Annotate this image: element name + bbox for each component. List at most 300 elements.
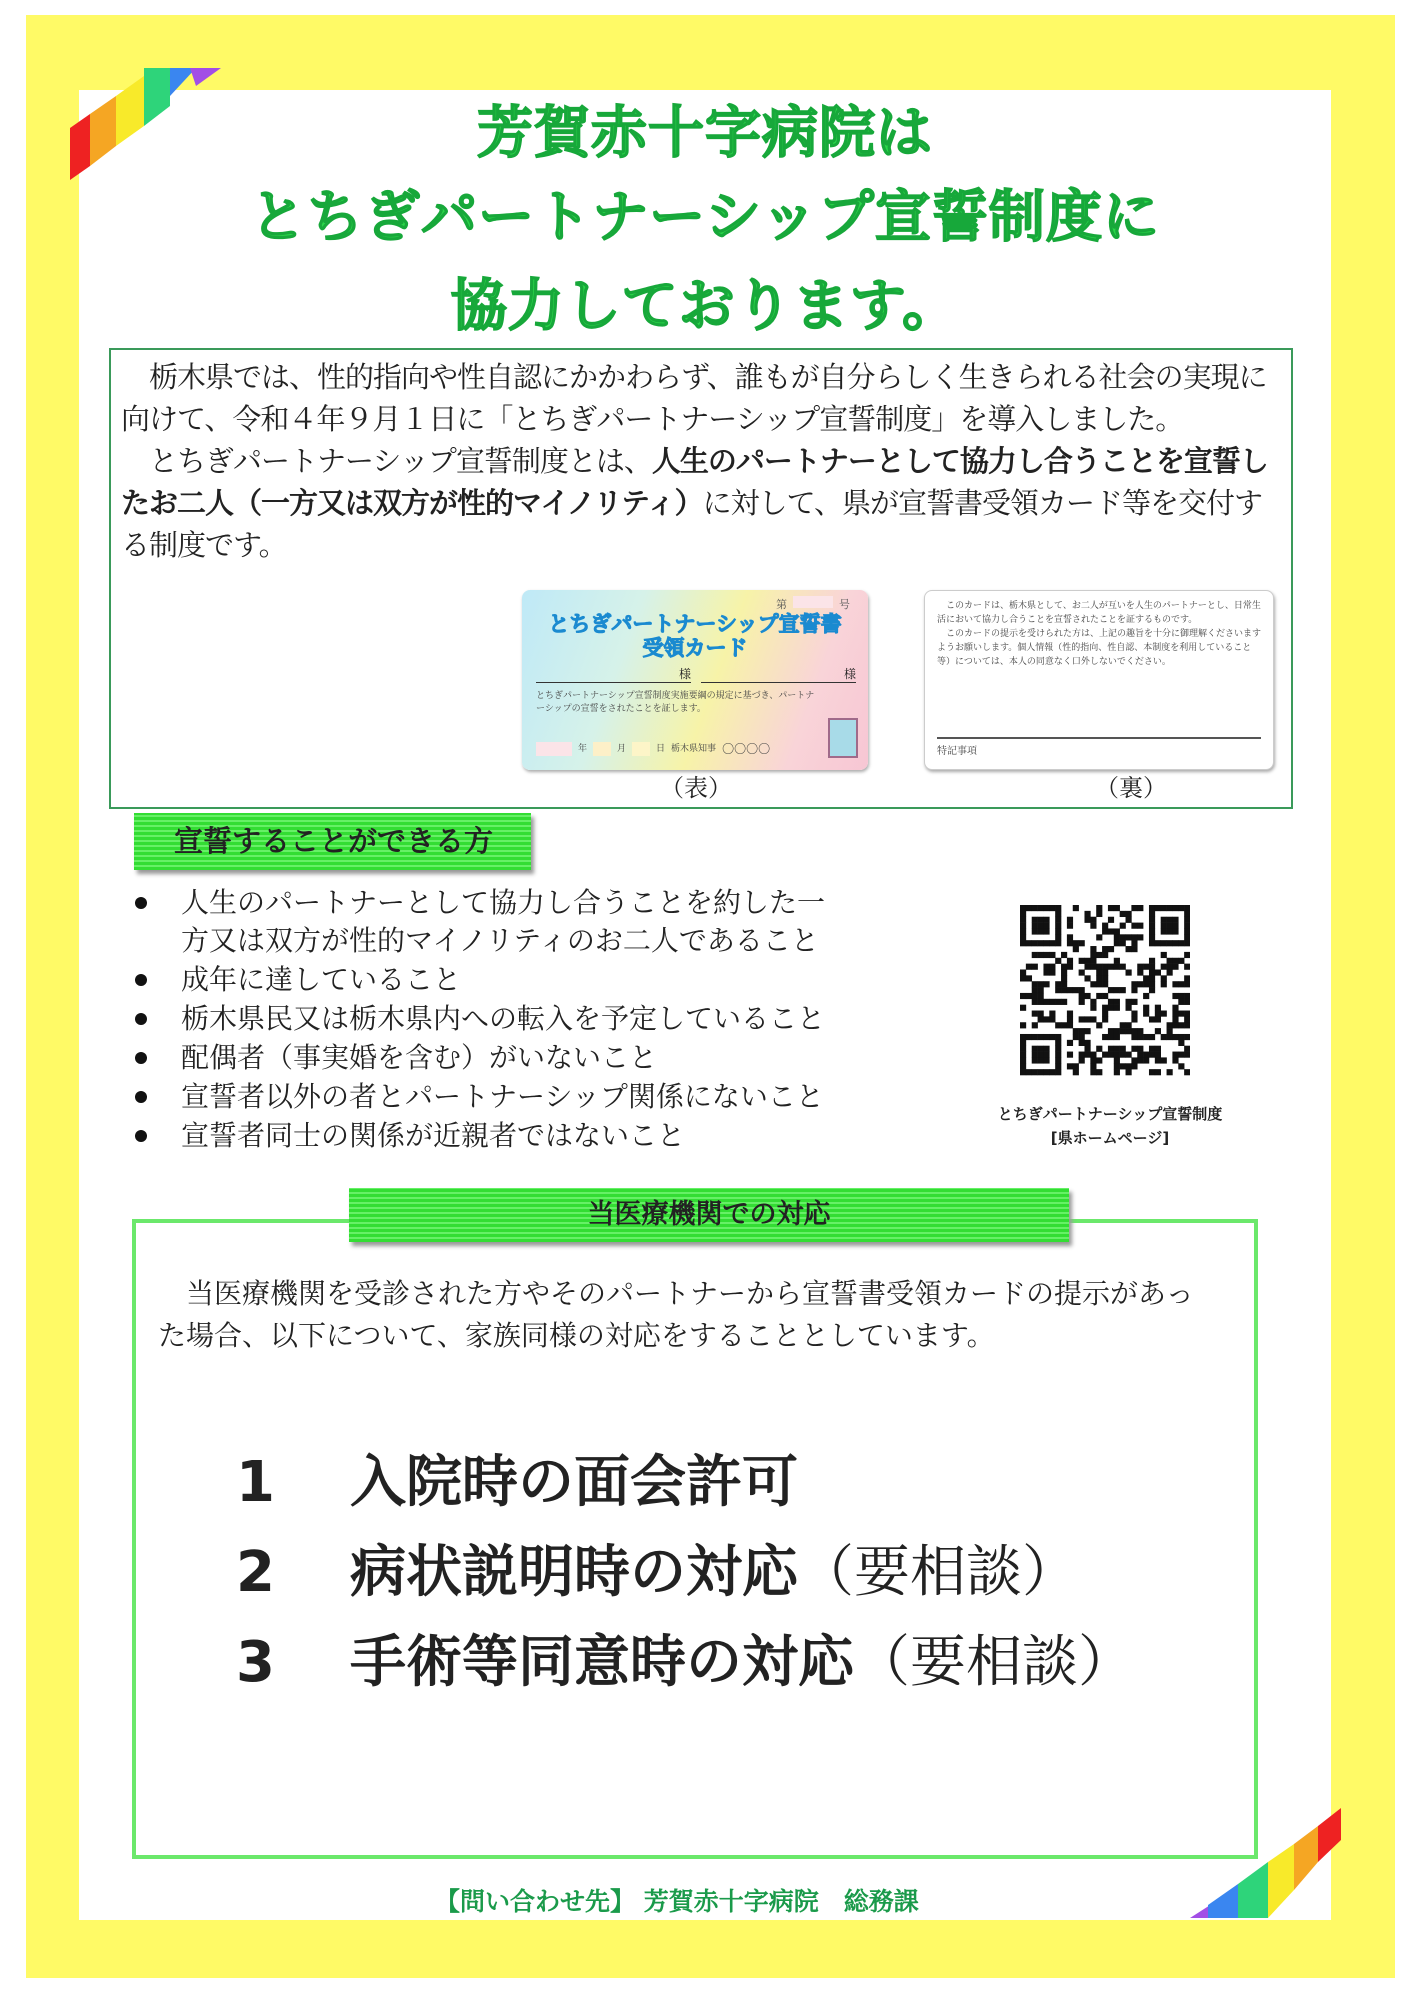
qr-module <box>1043 981 1049 987</box>
qr-module <box>1126 1005 1132 1011</box>
qr-module <box>1055 911 1061 917</box>
qr-module <box>1120 1063 1126 1069</box>
qr-module <box>1114 940 1120 946</box>
qr-module <box>1178 1052 1184 1058</box>
qr-module <box>1108 905 1114 911</box>
qr-module <box>1096 905 1102 911</box>
qr-module <box>1149 923 1155 929</box>
qr-module <box>1143 993 1149 999</box>
qr-module <box>1184 999 1190 1005</box>
qr-module <box>1055 987 1061 993</box>
qr-module <box>1020 1057 1026 1063</box>
qr-module <box>1073 905 1079 911</box>
qr-module <box>1055 1022 1061 1028</box>
qr-module <box>1032 1011 1038 1017</box>
qr-caption-2: [県ホームページ] <box>1050 1129 1170 1147</box>
qr-module <box>1067 934 1073 940</box>
qr-module <box>1143 981 1149 987</box>
qr-module <box>1114 987 1120 993</box>
qr-module <box>1090 999 1096 1005</box>
qr-module <box>1178 940 1184 946</box>
qr-module <box>1131 940 1137 946</box>
eligibility-item-text: 栃木県民又は栃木県内への転入を予定していること <box>181 1002 826 1035</box>
qr-module <box>1038 1046 1044 1052</box>
qr-module <box>1114 1057 1120 1063</box>
qr-module <box>1043 1046 1049 1052</box>
qr-module <box>1143 975 1149 981</box>
qr-module <box>1114 1063 1120 1069</box>
qr-module <box>1061 964 1067 970</box>
response-item-number: 1 <box>236 1450 275 1515</box>
qr-module <box>1155 940 1161 946</box>
qr-module <box>1049 999 1055 1005</box>
qr-module <box>1126 946 1132 952</box>
qr-module <box>1061 987 1067 993</box>
qr-module <box>1172 1011 1178 1017</box>
qr-module <box>1184 981 1190 987</box>
footer-contact: 【問い合わせ先】 芳賀赤十字病院 総務課 <box>435 1887 919 1916</box>
bullet-icon <box>135 1091 147 1103</box>
qr-module <box>1102 952 1108 958</box>
qr-module <box>1161 975 1167 981</box>
qr-module <box>1038 1011 1044 1017</box>
qr-module <box>1178 1040 1184 1046</box>
response-items <box>236 1451 1134 1721</box>
qr-module <box>1020 993 1026 999</box>
bullet-icon <box>135 1052 147 1064</box>
qr-module <box>1061 999 1067 1005</box>
eligibility-item-text: 宣誓者同士の関係が近親者ではないこと <box>181 1119 686 1152</box>
qr-module <box>1120 934 1126 940</box>
qr-module <box>1184 1046 1190 1052</box>
qr-module <box>1161 952 1167 958</box>
qr-module <box>1038 1057 1044 1063</box>
qr-module <box>1155 1057 1161 1063</box>
qr-module <box>1084 1016 1090 1022</box>
card-date-row: 年 月 日 栃木県知事 〇〇〇〇 <box>536 742 770 756</box>
qr-module <box>1084 975 1090 981</box>
qr-module <box>1137 969 1143 975</box>
qr-module <box>1038 981 1044 987</box>
qr-module <box>1090 946 1096 952</box>
qr-module <box>1026 1069 1032 1075</box>
qr-module <box>1020 1034 1026 1040</box>
qr-module <box>1020 917 1026 923</box>
qr-module <box>1096 964 1102 970</box>
qr-module <box>1172 1005 1178 1011</box>
eligibility-item-text: 配偶者（事実婚を含む）がいないこと <box>181 1041 658 1074</box>
qr-module <box>1079 1057 1085 1063</box>
qr-module <box>1055 917 1061 923</box>
qr-module <box>1043 923 1049 929</box>
qr-module <box>1149 981 1155 987</box>
qr-module <box>1161 981 1167 987</box>
intro-paragraph-2 <box>111 440 1291 566</box>
qr-module <box>1032 1052 1038 1058</box>
qr-module <box>1032 1046 1038 1052</box>
qr-module <box>1020 940 1026 946</box>
qr-module <box>1114 1028 1120 1034</box>
qr-module <box>1143 1011 1149 1017</box>
qr-module <box>1161 1057 1167 1063</box>
eligibility-item <box>135 1039 855 1077</box>
qr-module <box>1167 1022 1173 1028</box>
qr-module <box>1020 1063 1026 1069</box>
qr-module <box>1167 928 1173 934</box>
qr-module <box>1131 905 1137 911</box>
qr-module <box>1184 952 1190 958</box>
qr-module <box>1161 940 1167 946</box>
qr-module <box>1090 964 1096 970</box>
qr-module <box>1137 923 1143 929</box>
response-item <box>236 1451 1134 1515</box>
qr-module <box>1149 975 1155 981</box>
qr-module <box>1038 987 1044 993</box>
qr-module <box>1096 993 1102 999</box>
qr-module <box>1172 1057 1178 1063</box>
qr-module <box>1172 923 1178 929</box>
qr-module <box>1172 964 1178 970</box>
qr-module <box>1137 1057 1143 1063</box>
qr-module <box>1055 1057 1061 1063</box>
qr-module <box>1043 952 1049 958</box>
response-text: 当医療機関を受診された方やそのパートナーから宣誓書受領カードの提示があった場合、以下について、家族同様の対応をすることとしています。 <box>158 1277 1194 1352</box>
qr-module <box>1184 1022 1190 1028</box>
qr-module <box>1020 1022 1026 1028</box>
qr-module <box>1120 923 1126 929</box>
qr-module <box>1049 1011 1055 1017</box>
qr-module <box>1038 940 1044 946</box>
qr-module <box>1096 1069 1102 1075</box>
qr-module <box>1073 940 1079 946</box>
qr-module <box>1137 905 1143 911</box>
qr-module <box>1084 911 1090 917</box>
qr-module <box>1061 975 1067 981</box>
qr-module <box>1143 1052 1149 1058</box>
response-heading: 当医療機関での対応 <box>349 1188 1069 1242</box>
qr-module <box>1184 911 1190 917</box>
qr-module <box>1043 940 1049 946</box>
qr-module <box>1184 964 1190 970</box>
qr-module <box>1032 917 1038 923</box>
qr-module <box>1055 1069 1061 1075</box>
card-back-special: 特記事項 <box>937 737 1261 759</box>
intro-p2-a: とちぎパートナーシップ宣誓制度とは、 <box>149 444 652 478</box>
qr-module <box>1120 1028 1126 1034</box>
qr-module <box>1090 1005 1096 1011</box>
qr-module <box>1114 964 1120 970</box>
qr-module <box>1114 999 1120 1005</box>
qr-module <box>1049 1069 1055 1075</box>
qr-module <box>1032 987 1038 993</box>
qr-module <box>1178 1022 1184 1028</box>
qr-module <box>1038 1016 1044 1022</box>
qr-module <box>1043 1034 1049 1040</box>
qr-module <box>1155 1016 1161 1022</box>
qr-module <box>1043 905 1049 911</box>
card-names: 様 様 <box>536 666 856 683</box>
card-front-text: とちぎパートナーシップ宣誓制度実施要綱の規定に基づき、パートナーシップの宣誓をされたことを証します。 <box>536 691 815 714</box>
qr-module <box>1032 923 1038 929</box>
qr-module <box>1055 1063 1061 1069</box>
qr-module <box>1120 987 1126 993</box>
qr-module <box>1102 946 1108 952</box>
qr-module <box>1096 911 1102 917</box>
qr-module <box>1172 1016 1178 1022</box>
qr-module <box>1131 987 1137 993</box>
qr-module <box>1032 905 1038 911</box>
qr-module <box>1020 923 1026 929</box>
qr-module <box>1096 981 1102 987</box>
qr-module <box>1155 905 1161 911</box>
qr-module <box>1073 1063 1079 1069</box>
qr-module <box>1073 946 1079 952</box>
qr-module <box>1161 964 1167 970</box>
title-line-2: とちぎパートナーシップ宣誓制度に <box>250 185 1160 250</box>
qr-module <box>1067 1022 1073 1028</box>
qr-module <box>1020 1069 1026 1075</box>
qr-module <box>1049 905 1055 911</box>
qr-module <box>1043 964 1049 970</box>
qr-module <box>1114 958 1120 964</box>
eligibility-item <box>135 1117 855 1155</box>
card-back-image <box>924 590 1274 770</box>
qr-module <box>1143 1057 1149 1063</box>
qr-module <box>1126 1063 1132 1069</box>
qr-module <box>1126 1069 1132 1075</box>
qr-module <box>1161 1034 1167 1040</box>
qr-module <box>1032 1022 1038 1028</box>
qr-module <box>1172 1052 1178 1058</box>
qr-module <box>1020 969 1026 975</box>
qr-module <box>1108 946 1114 952</box>
qr-module <box>1020 1046 1026 1052</box>
qr-module <box>1149 969 1155 975</box>
qr-module <box>1079 993 1085 999</box>
qr-module <box>1149 917 1155 923</box>
eligibility-item <box>135 1078 855 1116</box>
qr-module <box>1038 923 1044 929</box>
qr-module <box>1155 969 1161 975</box>
qr-module <box>1102 1016 1108 1022</box>
qr-module <box>1178 981 1184 987</box>
qr-module <box>1137 1028 1143 1034</box>
qr-module <box>1096 1046 1102 1052</box>
qr-module <box>1114 1005 1120 1011</box>
qr-module <box>1131 1011 1137 1017</box>
qr-module <box>1079 969 1085 975</box>
qr-module <box>1172 940 1178 946</box>
qr-module <box>1084 964 1090 970</box>
qr-module <box>1032 1057 1038 1063</box>
qr-module <box>1108 928 1114 934</box>
qr-module <box>1108 917 1114 923</box>
qr-module <box>1149 1046 1155 1052</box>
qr-module <box>1167 923 1173 929</box>
qr-module <box>1184 928 1190 934</box>
qr-module <box>1102 1034 1108 1040</box>
qr-module <box>1184 1052 1190 1058</box>
qr-module <box>1178 1063 1184 1069</box>
qr-module <box>1161 917 1167 923</box>
card-back-text-area <box>937 599 1261 727</box>
qr-module <box>1184 1016 1190 1022</box>
qr-caption-1: とちぎパートナーシップ宣誓制度 <box>997 1105 1223 1123</box>
response-item <box>236 1631 1134 1695</box>
qr-module <box>1126 1052 1132 1058</box>
response-item-title: 手術等同意時の対応 <box>350 1630 854 1695</box>
qr-module <box>1102 1011 1108 1017</box>
qr-module <box>1090 1063 1096 1069</box>
qr-module <box>1178 958 1184 964</box>
qr-module <box>1096 952 1102 958</box>
qr-module <box>1137 1034 1143 1040</box>
qr-module <box>1102 928 1108 934</box>
qr-module <box>1143 964 1149 970</box>
intro-p2-c: に対して、県が宣誓書受領カード等を交付する制度です。 <box>121 486 1263 562</box>
card-photo-box <box>828 718 858 758</box>
qr-module <box>1032 981 1038 987</box>
qr-module <box>1114 1034 1120 1040</box>
qr-module <box>1067 923 1073 929</box>
card-title: とちぎパートナーシップ宣誓書 受領カード <box>548 612 842 660</box>
qr-module <box>1038 1052 1044 1058</box>
qr-module <box>1149 905 1155 911</box>
qr-module <box>1137 964 1143 970</box>
title-line-1: 芳賀赤十字病院は <box>477 101 933 166</box>
qr-module <box>1073 987 1079 993</box>
qr-module <box>1084 958 1090 964</box>
qr-module <box>1020 911 1026 917</box>
qr-module <box>1126 934 1132 940</box>
response-item-number: 3 <box>236 1630 275 1695</box>
qr-module <box>1032 999 1038 1005</box>
qr-module <box>1079 1028 1085 1034</box>
eligibility-item-text: 宣誓者以外の者とパートナーシップ関係にないこと <box>181 1080 824 1113</box>
qr-module <box>1172 993 1178 999</box>
qr-module <box>1149 934 1155 940</box>
qr-module <box>1184 993 1190 999</box>
qr-module <box>1043 1052 1049 1058</box>
qr-module <box>1108 1052 1114 1058</box>
qr-module <box>1067 1016 1073 1022</box>
qr-module <box>1161 923 1167 929</box>
qr-module <box>1073 1028 1079 1034</box>
qr-module <box>1096 1057 1102 1063</box>
qr-module <box>1184 975 1190 981</box>
qr-module <box>1096 969 1102 975</box>
qr-module <box>1167 940 1173 946</box>
eligibility-item <box>135 1000 855 1038</box>
qr-module <box>1167 1028 1173 1034</box>
qr-module <box>1172 917 1178 923</box>
qr-module <box>1172 905 1178 911</box>
qr-module <box>1079 1040 1085 1046</box>
qr-module <box>1055 934 1061 940</box>
qr-module <box>1055 923 1061 929</box>
qr-module <box>1102 1005 1108 1011</box>
qr-module <box>1120 940 1126 946</box>
qr-module <box>1172 981 1178 987</box>
qr-module <box>1126 1028 1132 1034</box>
qr-module <box>1184 934 1190 940</box>
qr-module <box>1184 1011 1190 1017</box>
intro-paragraph-1: 栃木県では、性的指向や性自認にかかわらず、誰もが自分らしく生きられる社会の実現に向けて、令和４年９月１日に「とちぎパートナーシップ宣誓制度」を導入しました。 <box>121 360 1267 436</box>
response-item <box>236 1541 1134 1605</box>
bullet-icon <box>135 1013 147 1025</box>
qr-module <box>1184 917 1190 923</box>
qr-module <box>1038 999 1044 1005</box>
qr-module <box>1149 1016 1155 1022</box>
qr-module <box>1155 1052 1161 1058</box>
qr-module <box>1108 1005 1114 1011</box>
qr-module <box>1049 1016 1055 1022</box>
qr-module <box>1167 1034 1173 1040</box>
qr-module <box>1090 1069 1096 1075</box>
qr-module <box>1038 917 1044 923</box>
qr-module <box>1038 952 1044 958</box>
qr-module <box>1090 1016 1096 1022</box>
qr-module <box>1126 1022 1132 1028</box>
qr-module <box>1155 1046 1161 1052</box>
qr-module <box>1061 1022 1067 1028</box>
qr-module <box>1084 917 1090 923</box>
qr-module <box>1120 964 1126 970</box>
qr-module <box>1043 917 1049 923</box>
response-item-note: （要相談） <box>798 1540 1078 1605</box>
qr-module <box>1172 1034 1178 1040</box>
qr-module <box>1026 940 1032 946</box>
response-box <box>132 1219 1258 1859</box>
qr-module <box>1026 975 1032 981</box>
qr-module <box>1055 928 1061 934</box>
qr-module <box>1131 946 1137 952</box>
qr-module <box>1055 1040 1061 1046</box>
qr-module <box>1067 917 1073 923</box>
qr-module <box>1102 975 1108 981</box>
qr-module <box>1108 1034 1114 1040</box>
qr-module <box>1131 999 1137 1005</box>
qr-module <box>1020 934 1026 940</box>
eligibility-list <box>135 884 855 1156</box>
qr-module <box>1020 1005 1026 1011</box>
qr-module <box>1084 1052 1090 1058</box>
qr-module <box>1167 917 1173 923</box>
qr-module <box>1055 1052 1061 1058</box>
qr-module <box>1108 1028 1114 1034</box>
qr-module <box>1167 964 1173 970</box>
qr-module <box>1055 981 1061 987</box>
qr-module <box>1032 1069 1038 1075</box>
qr-module <box>1079 958 1085 964</box>
qr-module <box>1026 993 1032 999</box>
qr-module <box>1079 987 1085 993</box>
qr-module <box>1049 1034 1055 1040</box>
card-back-label: （裏） <box>1095 774 1167 802</box>
qr-module <box>1149 958 1155 964</box>
qr-module <box>1108 999 1114 1005</box>
title-line-3: 協力しております。 <box>450 274 960 339</box>
qr-module <box>1055 999 1061 1005</box>
qr-module <box>1084 993 1090 999</box>
qr-module <box>1049 940 1055 946</box>
qr-module <box>1149 1069 1155 1075</box>
qr-module <box>1032 964 1038 970</box>
qr-module <box>1043 999 1049 1005</box>
qr-module <box>1108 1046 1114 1052</box>
qr-module <box>1102 964 1108 970</box>
qr-module <box>1120 1046 1126 1052</box>
